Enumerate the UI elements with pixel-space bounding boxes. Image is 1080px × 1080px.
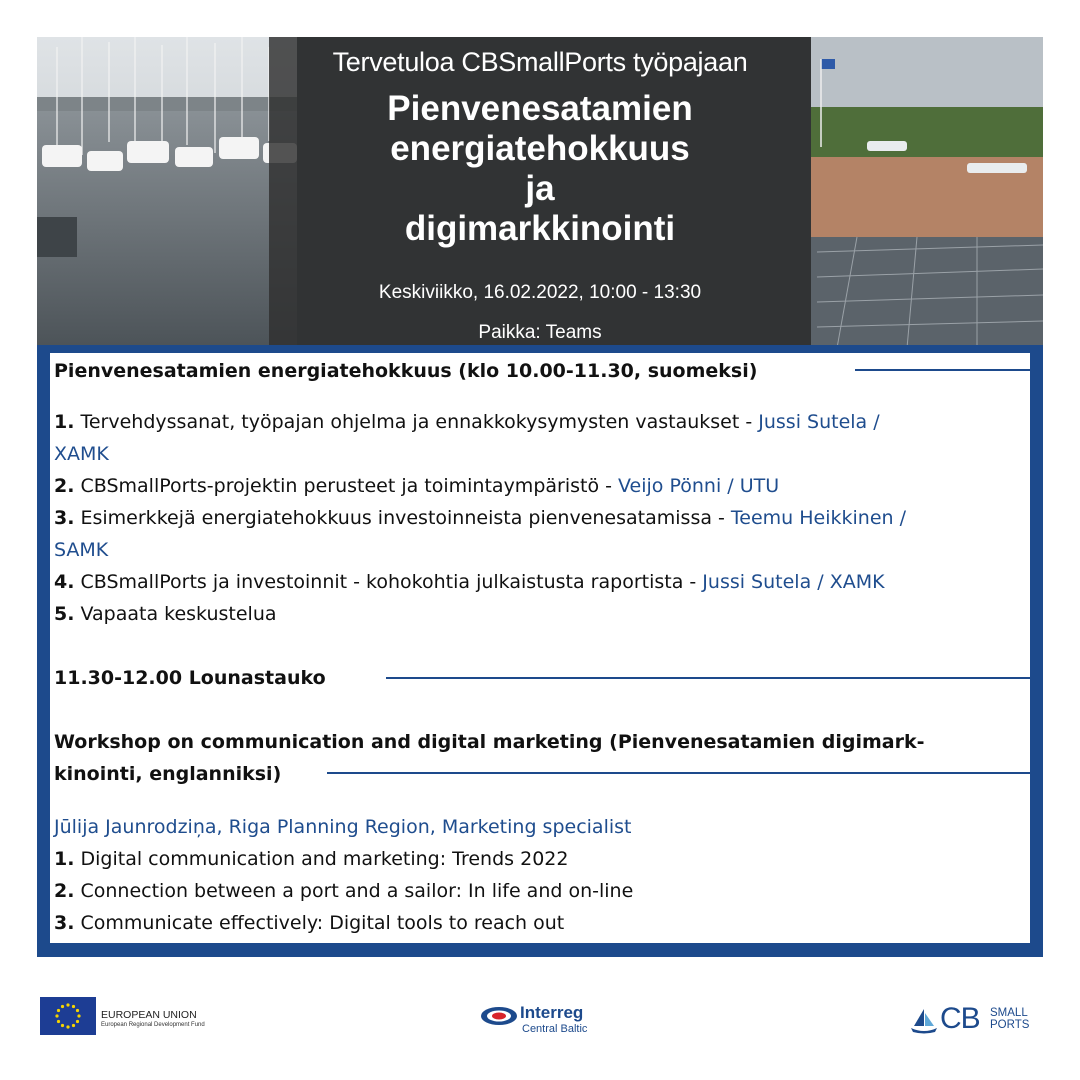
section2-divider [327,772,1030,774]
agenda-item [54,473,779,499]
boat-icon [910,1008,938,1034]
item-number: 5. [54,603,75,625]
item-number: 3. [54,507,75,529]
item-speaker: Jussi Sutela / XAMK [702,571,885,593]
section2-heading: Workshop on communication and digital marketing (Pienvenesatamien digimark- [54,731,925,753]
item-text: Connection between a port and a sailor: In life and on-line [74,880,634,902]
agenda-item [54,569,885,595]
hero-title [37,89,1043,249]
hero-banner [37,37,1043,348]
item-number: 1. [54,411,75,433]
break-heading: 11.30-12.00 Lounastauko [54,667,326,689]
item-speaker: Jussi Sutela / [758,411,880,433]
hero-title-line: energiatehokkuus [390,129,690,168]
item-text: Esimerkkejä energiatehokkuus investoinneista pienvenesatamissa - [74,507,731,529]
item-number: 2. [54,475,75,497]
item-speaker-cont: SAMK [54,539,109,561]
section2-heading-cont: kinointi, englanniksi) [54,763,282,785]
interreg-logo [480,1003,620,1039]
cb-letters: CB [940,1002,980,1035]
agenda-item [54,846,568,872]
program-content [50,353,1030,943]
item-text: Vapaata keskustelua [74,603,277,625]
item-text: Digital communication and marketing: Trends 2022 [74,848,569,870]
cbsmallports-logo [910,1004,1040,1038]
program-frame [37,345,1043,957]
agenda-item [54,910,564,936]
item-number: 3. [54,912,75,934]
item-text: Communicate effectively: Digital tools to reach out [74,912,565,934]
hero-subtitle: Tervetuloa CBSmallPorts työpajaan [332,47,748,77]
interreg-subtitle: Central Baltic [522,1023,588,1035]
section2-speaker: Jūlija Jaunrodziņa, Riga Planning Region, Marketing specialist [54,816,632,838]
event-date: Keskiviikko, 16.02.2022, 10:00 - 13:30 [378,282,702,303]
item-number: 1. [54,848,75,870]
cb-line1: SMALL [990,1007,1028,1019]
item-number: 2. [54,880,75,902]
item-text: Tervehdyssanat, työpajan ohjelma ja ennakkokysymysten vastaukset - [74,411,759,433]
hero-title-line: ja [525,169,555,208]
hero-title-line: Pienvenesatamien [387,89,693,128]
agenda-item [54,878,633,904]
agenda-item [54,505,906,531]
eu-title: EUROPEAN UNION [101,1009,197,1021]
item-text: CBSmallPorts ja investoinnit - kohokohtia julkaistusta raportista - [74,571,703,593]
cb-line2: PORTS [990,1019,1030,1031]
break-divider [386,677,1030,679]
eu-logo [40,997,205,1035]
agenda-item [54,601,277,627]
item-speaker: Teemu Heikkinen / [730,507,907,529]
interreg-eye-icon [480,1005,518,1027]
cb-subtitle [990,1007,1029,1031]
eu-subtitle: European Regional Development Fund [101,1022,205,1028]
item-text: CBSmallPorts-projektin perusteet ja toimintaympäristö - [74,475,619,497]
section1-divider [855,369,1030,371]
item-number: 4. [54,571,75,593]
agenda-item [54,409,880,435]
item-speaker: Veijo Pönni / UTU [618,475,780,497]
event-place: Paikka: Teams [478,322,602,343]
hero-title-line: digimarkkinointi [404,209,676,248]
section1-heading: Pienvenesatamien energiatehokkuus (klo 10.00-11.30, suomeksi) [54,360,758,382]
interreg-name: Interreg [520,1003,584,1022]
item-speaker-cont: XAMK [54,443,109,465]
eu-flag-icon [40,997,96,1035]
